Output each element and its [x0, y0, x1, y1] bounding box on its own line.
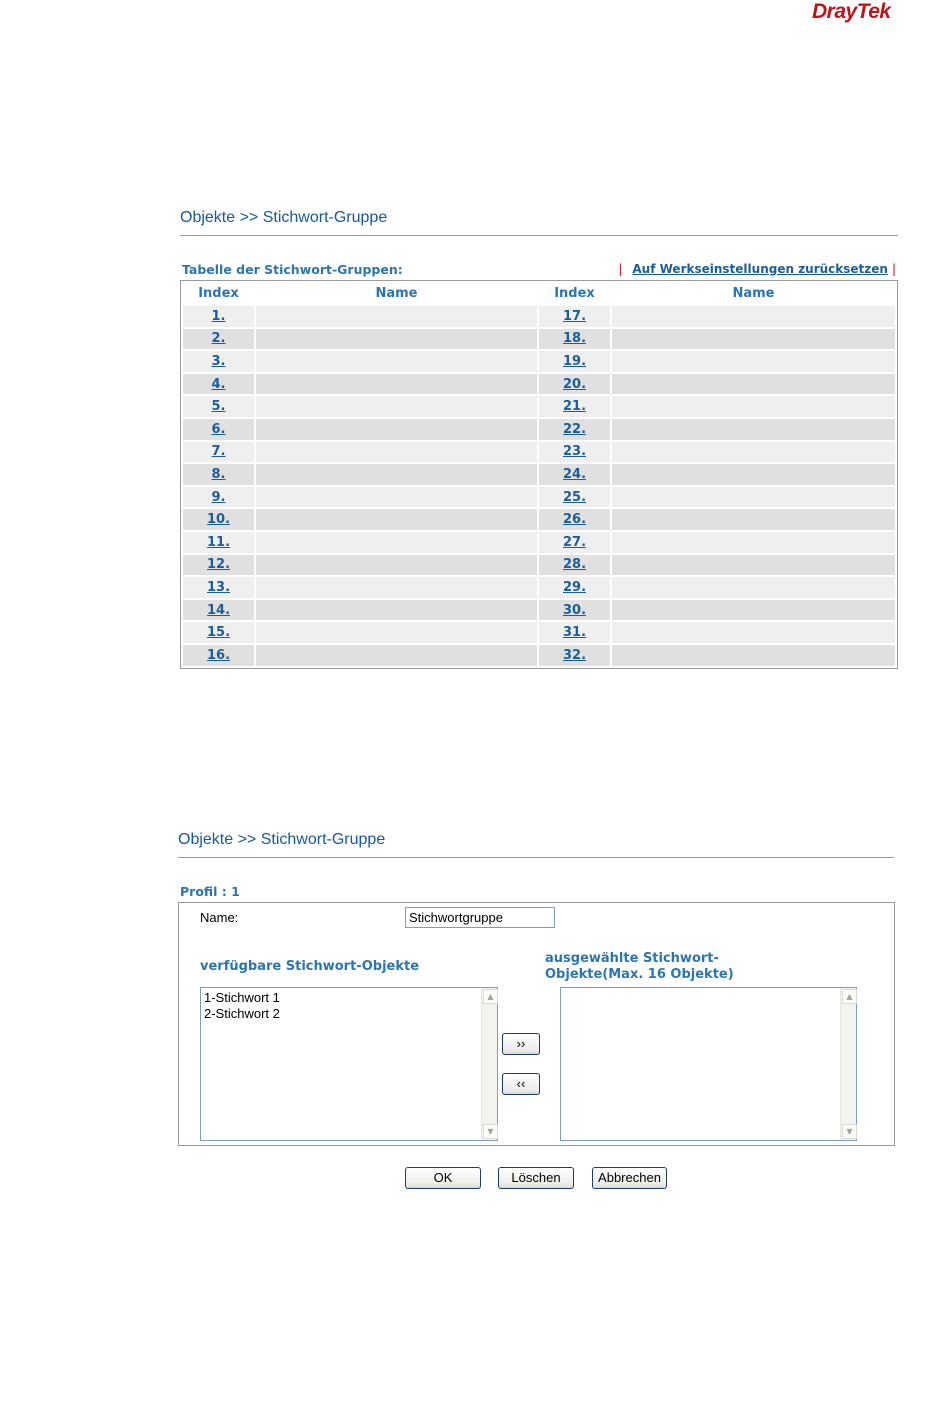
- index-link[interactable]: 13.: [206, 579, 231, 595]
- index-cell: [539, 464, 610, 485]
- index-link[interactable]: 5.: [211, 399, 226, 415]
- table-row: [183, 622, 895, 643]
- scrollbar[interactable]: [481, 988, 497, 1140]
- remove-button[interactable]: ‹‹: [502, 1073, 540, 1095]
- name-cell: [256, 532, 537, 553]
- index-link[interactable]: 11.: [206, 534, 231, 550]
- draytek-logo: DrayTek: [812, 0, 891, 23]
- breadcrumb: Objekte >> Stichwort-Gruppe: [178, 831, 386, 848]
- table-row: [183, 329, 895, 350]
- cancel-button[interactable]: Abbrechen: [592, 1167, 667, 1189]
- index-link[interactable]: 8.: [211, 466, 226, 482]
- index-link[interactable]: 20.: [562, 376, 587, 392]
- index-cell: [539, 351, 610, 372]
- table-row: [183, 374, 895, 395]
- index-link[interactable]: 21.: [562, 399, 587, 415]
- name-cell: [256, 509, 537, 530]
- selected-objects-title: ausgewählte Stichwort-: [545, 951, 719, 966]
- column-header-index: Index: [198, 286, 239, 301]
- index-cell: [183, 442, 254, 463]
- index-cell: [183, 419, 254, 440]
- index-link[interactable]: 25.: [562, 489, 587, 505]
- add-button[interactable]: ››: [502, 1033, 540, 1055]
- index-link[interactable]: 1.: [211, 308, 226, 324]
- index-cell: [183, 509, 254, 530]
- index-link[interactable]: 3.: [211, 353, 226, 369]
- selected-objects-listbox[interactable]: [560, 987, 857, 1141]
- index-cell: [183, 577, 254, 598]
- name-cell: [612, 329, 895, 350]
- index-link[interactable]: 7.: [211, 444, 226, 460]
- table-row: [183, 645, 895, 666]
- ok-button[interactable]: OK: [405, 1167, 481, 1189]
- name-cell: [256, 306, 537, 327]
- index-link[interactable]: 24.: [562, 466, 587, 482]
- index-link[interactable]: 12.: [206, 557, 231, 573]
- index-link[interactable]: 27.: [562, 534, 587, 550]
- index-cell: [539, 645, 610, 666]
- table-row: [183, 306, 895, 327]
- name-cell: [256, 419, 537, 440]
- name-cell: [612, 532, 895, 553]
- available-objects-listbox[interactable]: [200, 987, 498, 1141]
- separator: |: [891, 262, 896, 276]
- index-link[interactable]: 9.: [211, 489, 226, 505]
- keyword-group-table: [180, 280, 898, 669]
- name-cell: [612, 487, 895, 508]
- table-row: [183, 532, 895, 553]
- clear-button[interactable]: Löschen: [498, 1167, 574, 1189]
- name-cell: [612, 419, 895, 440]
- name-cell: [256, 555, 537, 576]
- name-cell: [612, 622, 895, 643]
- divider: [178, 857, 894, 858]
- index-link[interactable]: 32.: [562, 647, 587, 663]
- index-cell: [183, 351, 254, 372]
- index-cell: [183, 329, 254, 350]
- index-link[interactable]: 26.: [562, 512, 587, 528]
- index-link[interactable]: 18.: [562, 331, 587, 347]
- index-cell: [539, 555, 610, 576]
- index-link[interactable]: 2.: [211, 331, 226, 347]
- name-cell: [612, 645, 895, 666]
- name-cell: [612, 306, 895, 327]
- index-cell: [539, 532, 610, 553]
- index-cell: [539, 419, 610, 440]
- list-item[interactable]: 1-Stichwort 1: [204, 990, 280, 1005]
- list-item[interactable]: 2-Stichwort 2: [204, 1006, 280, 1021]
- table-row: [183, 442, 895, 463]
- name-cell: [256, 442, 537, 463]
- table-row: [183, 396, 895, 417]
- table-row: [183, 600, 895, 621]
- available-objects-title: verfügbare Stichwort-Objekte: [200, 959, 420, 974]
- index-cell: [183, 600, 254, 621]
- scroll-down-icon[interactable]: ▼: [842, 1124, 857, 1139]
- index-cell: [183, 555, 254, 576]
- table-row: [183, 487, 895, 508]
- divider: [180, 235, 898, 236]
- index-cell: [539, 622, 610, 643]
- name-cell: [612, 577, 895, 598]
- index-link[interactable]: 23.: [562, 444, 587, 460]
- name-cell: [256, 329, 537, 350]
- name-cell: [256, 622, 537, 643]
- index-cell: [183, 645, 254, 666]
- name-cell: [256, 577, 537, 598]
- name-label: Name:: [200, 910, 239, 925]
- column-header-name: Name: [375, 286, 418, 301]
- index-cell: [183, 622, 254, 643]
- name-cell: [256, 464, 537, 485]
- index-link[interactable]: 4.: [211, 376, 226, 392]
- index-link[interactable]: 22.: [562, 421, 587, 437]
- index-link[interactable]: 28.: [562, 557, 587, 573]
- index-link[interactable]: 30.: [562, 602, 587, 618]
- name-cell: [256, 396, 537, 417]
- separator: |: [618, 262, 623, 276]
- name-cell: [612, 442, 895, 463]
- index-cell: [539, 329, 610, 350]
- name-cell: [612, 600, 895, 621]
- table-row: [183, 351, 895, 372]
- column-header-name: Name: [732, 286, 775, 301]
- table-row: [183, 509, 895, 530]
- index-cell: [183, 532, 254, 553]
- index-link[interactable]: 16.: [206, 647, 231, 663]
- scroll-down-icon[interactable]: ▼: [483, 1124, 498, 1139]
- index-cell: [539, 442, 610, 463]
- name-cell: [612, 555, 895, 576]
- table-row: [183, 464, 895, 485]
- index-link[interactable]: 31.: [562, 625, 587, 641]
- name-cell: [612, 464, 895, 485]
- index-link[interactable]: 15.: [206, 625, 231, 641]
- scroll-up-icon[interactable]: ▲: [483, 989, 498, 1004]
- scroll-up-icon[interactable]: ▲: [842, 989, 857, 1004]
- name-cell: [256, 487, 537, 508]
- index-cell: [183, 464, 254, 485]
- index-cell: [183, 306, 254, 327]
- name-cell: [256, 600, 537, 621]
- index-link[interactable]: 29.: [562, 579, 587, 595]
- name-cell: [256, 645, 537, 666]
- profile-label: Profil : 1: [180, 884, 240, 899]
- reset-bar: [618, 262, 896, 276]
- table-row: [183, 555, 895, 576]
- name-cell: [612, 351, 895, 372]
- index-cell: [539, 487, 610, 508]
- index-cell: [183, 374, 254, 395]
- selected-objects-title: Objekte(Max. 16 Objekte): [545, 967, 734, 982]
- index-link[interactable]: 10.: [206, 512, 231, 528]
- name-cell: [256, 351, 537, 372]
- index-cell: [539, 374, 610, 395]
- index-cell: [539, 600, 610, 621]
- index-cell: [183, 487, 254, 508]
- reset-defaults-link[interactable]: Auf Werkseinstellungen zurücksetzen: [632, 262, 888, 276]
- name-cell: [612, 374, 895, 395]
- index-link[interactable]: 17.: [562, 308, 587, 324]
- index-cell: [539, 306, 610, 327]
- name-cell: [612, 396, 895, 417]
- index-link[interactable]: 19.: [562, 353, 587, 369]
- scrollbar[interactable]: [840, 988, 856, 1140]
- index-cell: [539, 396, 610, 417]
- index-cell: [183, 396, 254, 417]
- name-input[interactable]: [405, 907, 555, 928]
- index-cell: [539, 577, 610, 598]
- name-cell: [256, 374, 537, 395]
- table-row: [183, 577, 895, 598]
- column-header-index: Index: [554, 286, 595, 301]
- breadcrumb: Objekte >> Stichwort-Gruppe: [180, 209, 388, 226]
- name-cell: [612, 509, 895, 530]
- index-cell: [539, 509, 610, 530]
- index-link[interactable]: 14.: [206, 602, 231, 618]
- table-title: Tabelle der Stichwort-Gruppen:: [182, 262, 403, 277]
- index-link[interactable]: 6.: [211, 421, 226, 437]
- table-row: [183, 419, 895, 440]
